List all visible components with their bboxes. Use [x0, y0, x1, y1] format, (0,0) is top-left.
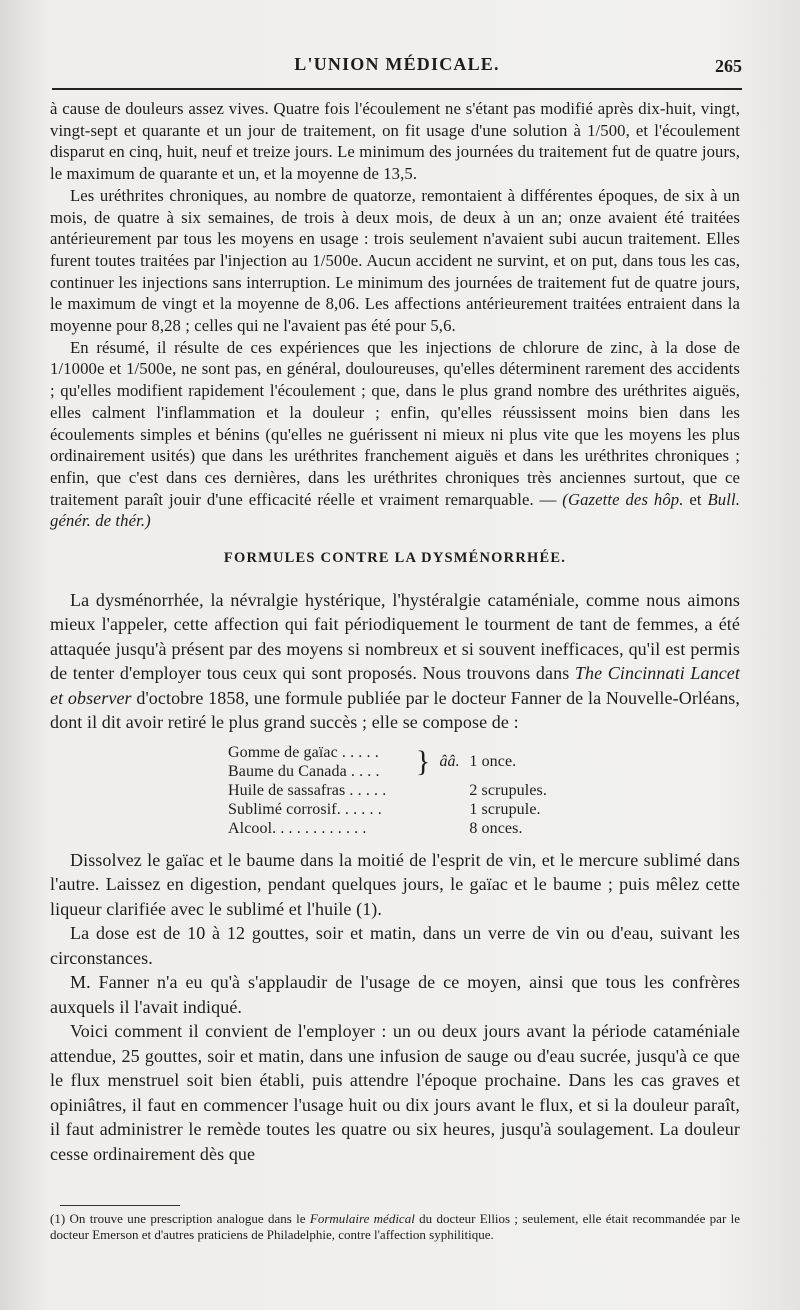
recipe-group-quantity: 1 once.	[469, 753, 517, 771]
citation-and: et	[683, 489, 708, 509]
after-recipe-paragraph-4: Voici comment il convient de l'employer : un ou deux jours avant la période cataméniale attendue, 25 gouttes, soir et matin, dans une infusion de sauge ou d'eau sucrée, jusqu'à ce que le flux menstruel soit bien établi, puis attendre l'époque prochaine. Dans les cas graves et opiniâtres, il faut en commencer l'usage huit ou dix jours avant le flux, et si la douleur paraît, il faut administrer le remède toutes les quatre ou six heures, jusqu'à soulagement. La douleur cesse ordinairement dès que	[50, 1021, 740, 1164]
intro-paragraph	[50, 588, 740, 735]
footnote	[50, 1211, 740, 1243]
recipe	[228, 743, 588, 838]
paragraph-1: à cause de douleurs assez vives. Quatre fois l'écoulement ne s'étant pas modifié après dix-huit, vingt, vingt-sept et quarante et un jour de traitement, on fit usage d'une solution à 1/500, et l'écoulement disparut en cinq, huit, neuf et treize jours. Le minimum des journées du traitement fut de quatre jours, le maximum de quarante et un, et la moyenne de 13,5.	[50, 99, 740, 184]
journal-title: The Cincinnati Lancet et observer	[50, 663, 740, 708]
citation-gazette: (Gazette des hôp.	[562, 489, 684, 509]
after-recipe-paragraph-3: M. Fanner n'a eu qu'à s'applaudir de l'usage de ce moyen, ainsi que tous les confrères auxquels il l'avait indiqué.	[50, 972, 740, 1017]
recipe-item-quantity: 2 scrupules.	[469, 781, 547, 799]
recipe-item-quantity: 1 scrupule.	[469, 800, 541, 818]
footnote-work: Formulaire médical	[309, 1211, 415, 1226]
recipe-row	[228, 781, 588, 800]
header-rule	[52, 88, 742, 90]
footnote-part-1: (1) On trouve une prescription analogue dans le	[50, 1211, 310, 1226]
recipe-item-name: Alcool. . . . . . . . . . . .	[228, 819, 367, 837]
recipe-item-baume: Baume du Canada . . . .	[228, 762, 380, 780]
recipe-brace: }	[415, 744, 431, 778]
recipe-group	[228, 743, 588, 781]
recipe-item-name: Sublimé corrosif. . . . . .	[228, 800, 382, 818]
footnote-rule	[60, 1205, 180, 1206]
intro-part-2: d'octobre 1858, une formule publiée par le docteur Fanner de la Nouvelle-Orléans, dont il dit avoir retiré le plus grand succès ; elle se compose de :	[50, 687, 740, 733]
body-text	[50, 98, 740, 1166]
page-header	[52, 54, 742, 84]
section-title: FORMULES CONTRE LA DYSMÉNORRHÉE.	[223, 550, 567, 567]
recipe-item-gaiac: Gomme de gaïac . . . . .	[228, 743, 379, 761]
paragraph-2: Les uréthrites chroniques, au nombre de quatorze, remontaient à différentes époques, de six à un mois, de quatre à six semaines, de trois à deux mois, de deux à un an; onze avaient été traitées antérieurement par tous les moyens en usage : trois seulement n'avaient subi aucun traitement. Elles furent toutes traitées par l'injection au 1/500e. Aucun accident ne survint, et on put, dans tous les cas, continuer les injections sans interruption. Le minimum des journées de traitement fut de quatre jours, le maximum de vingt et la moyenne de 8,06. Les affections antérieurement traitées entraient dans la moyenne pour 8,28 ; celles qui ne l'avaient pas été pour 5,6.	[50, 185, 740, 336]
recipe-item-name: Huile de sassafras . . . . .	[228, 781, 387, 799]
paragraph-3-text: En résumé, il résulte de ces expériences que les injections de chlorure de zinc, à la dose de 1/1000e et 1/500e, ne sont pas, en général, douloureuses, qu'elles déterminent rarement des accidents ; qu'elles modifient rapidement l'écoulement ; que, dans le plus grand nombre des uréthrites aiguës, elles calment l'inflammation et la douleur ; enfin, qu'elles réussissent moins bien dans les écoulements simples et bénins (qu'elles ne guérissent ni mieux ni plus vite que les moyens les plus ordinairement usités) que dans les uréthrites franchement aiguës et dans les uréthrites chroniques ; enfin, que c'est dans ces dernières, dans les uréthrites chroniques très anciennes surtout, que ce traitement paraît jouir d'une efficacité réelle et vraiment remarquable. —	[50, 337, 740, 509]
running-title: L'UNION MÉDICALE.	[294, 54, 500, 74]
intro-part-1: La dysménorrhée, la névralgie hystérique, l'hystéralgie cataméniale, comme nous aimons mieux l'appeler, cette affection qui fait périodiquement le tourment de tant de femmes, a été attaquée jusqu'à présent par des moyens si nombreux et si souvent inefficaces, qu'il est permis de tenter d'employer tous ceux qui sont proposés. Nous trouvons dans	[50, 589, 740, 684]
recipe-row	[228, 800, 588, 819]
recipe-item-quantity: 8 onces.	[469, 819, 523, 837]
footnote-part-2: du docteur Ellios ; seulement, elle était recommandée par le docteur Emerson et d'autres praticiens de Philadelphie, contre l'affection syphilitique.	[50, 1211, 740, 1242]
citation-bulletin: Bull. génér. de thér.)	[50, 489, 740, 531]
paragraph-3	[50, 337, 740, 532]
page-number: 265	[715, 56, 742, 76]
after-recipe-paragraph-1: Dissolvez le gaïac et le baume dans la moitié de l'esprit de vin, et le mercure sublimé dans l'autre. Laissez en digestion, pendant quelques jours, le gaïac et le baume ; puis mêlez cette liqueur clarifiée avec le sublimé et l'huile (1).	[50, 849, 740, 919]
recipe-marker: ââ.	[439, 753, 460, 771]
recipe-row	[228, 819, 588, 838]
after-recipe-paragraph-2: La dose est de 10 à 12 gouttes, soir et matin, dans un verre de vin ou d'eau, suivant les circonstances.	[50, 923, 740, 968]
